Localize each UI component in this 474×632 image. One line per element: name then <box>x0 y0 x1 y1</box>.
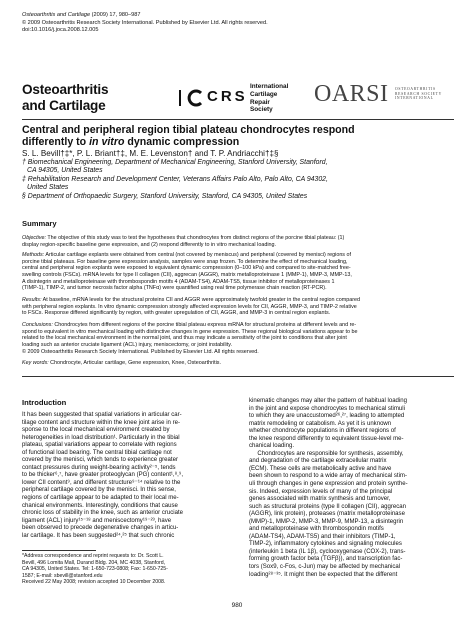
introduction-heading: Introduction <box>22 398 67 407</box>
abstract-keywords: Key words: Chondrocyte, Articular cartilage, Gene expression, Knee, Osteoarthritis. <box>22 360 221 366</box>
results-label: Results: <box>22 297 42 303</box>
icrs-society-name: International Cartilage Repair Society <box>250 83 289 114</box>
page-number: 980 <box>231 602 243 609</box>
affiliations <box>22 159 462 201</box>
masthead-rule <box>22 119 454 120</box>
affiliation-line: United States <box>27 184 69 192</box>
affiliation-line: † Biomechanical Engineering, Department of Mechanical Engineering, Stanford University, Stanford, <box>22 159 328 166</box>
footnote-rule <box>22 550 96 551</box>
journal-name-line1: Osteoarthritis <box>22 82 109 97</box>
journal-name-line2: and Cartilage <box>22 98 106 113</box>
citation-journal: Osteoarthritis and Cartilage <box>22 12 91 18</box>
author-list: S. L. Bevill†‡*, P. L. Briant†‡, M. E. Levenston† and T. P. Andriacchi†‡§ <box>22 149 279 158</box>
keywords-label: Key words: <box>22 360 49 366</box>
running-header <box>22 12 141 19</box>
icrs-c-icon <box>186 89 204 107</box>
abstract-conclusions: Conclusions: Chondrocytes from different regions of the porcine tibial plateau express mRNA for structural proteins at different levels and re- spond to equivalent in vitro mechanical loading with distinctive changes in gene expression. These regional biological variations appear to be related to the local mechanical environment in the normal joint, and thus may indicate a sensitivity of the joint to conditions that alter joint loading such as anterior cruciate ligament (ACL) injury, meniscectomy, or joint instability. © 2009 Osteoarthritis Research Society International. Published by Elsevier Ltd. All rights reserved. <box>22 322 358 355</box>
abstract-results: Results: At baseline, mRNA levels for the structural proteins CII and AGGR were approximately twofold greater in the central region compared with peripheral region explants. In vitro dynamic compression strongly affected expression levels for CII, AGGR, MMP-3, and TIMP-2 relative to FSCs. Response differed significantly by region, with greater upregulation of CII, AGGR, and MMP-3 in central region explants. <box>22 297 360 317</box>
affiliation-line: ‡ Rehabilitation Research and Development Center, Veterans Affairs Palo Alto, Palo Alto, CA 94302, <box>22 175 328 183</box>
summary-rule <box>22 376 454 377</box>
citation-volume: (2009) 17, 980–987 <box>91 12 141 18</box>
copyright-line: © 2009 Osteoarthritis Research Society International. Published by Elsevier Ltd. All rights reserved. <box>22 19 268 26</box>
affiliation-line: CA 94305, United States <box>27 167 103 175</box>
methods-label: Methods: <box>22 252 45 258</box>
icrs-mark: CRS <box>207 88 248 105</box>
intro-right-column: kinematic changes may alter the pattern of habitual loading in the joint and expose chondrocytes to mechanical stimuli to which they are unaccustomed²⁶,²⁷, leading to attempted matrix remodeling or catabolism. As yet it is unknown whether chondrocyte populations in different regions of the knee respond differently to equivalent tissue-level me- chanical loading. Chondrocytes are responsible for synthesis, assembly, and degradation of the cartilage extracellular matrix (ECM). These cells are metabolically active and have been shown to respond to a wide array of mechanical stim- uli through changes in gene expression and protein synthe- sis. Indeed, expression levels of many of the principal genes associated with matrix synthesis and turnover, such as structural proteins (type II collagen (CII), aggrecan (AGGR), link protein), proteases (matrix metalloproteinase (MMP)-1, MMP-2, MMP-3, MMP-9, MMP-13, a disintegrin and metalloproteinase with thrombospondin motifs (ADAM-TS4), ADAM-TS5) and their inhibitors (TIMP-1, TIMP-2), inflammatory cytokines and signaling molecules (interleukin 1 beta (IL 1β), cyclooxygenase (COX-2), trans- forming growth factor beta (TGFβ)), and transcription fac- tors (Sox9, c-Fos, c-Jun) may be affected by mechanical loading²⁸⁻³⁵. It might then be expected that the different <box>249 398 408 578</box>
oarsi-logo-mark: OARSI <box>314 81 389 107</box>
summary-heading: Summary <box>22 219 57 228</box>
journal-logo-text <box>22 82 108 114</box>
abstract-methods: Methods: Articular cartilage explants were obtained from central (not covered by meniscus) and peripheral (covered by menisci) regions of porcine tibial plateaus. For baseline gene expression analysis, samples were snap frozen. To determine the effect of mechanical loading, central and peripheral region explants were exposed to equivalent dynamic compression (0–100 kPa) and compared to site-matched free- swelling controls (FSCs). mRNA levels for type II collagen (CII), aggrecan (AGGR), matrix metalloproteinase 1 (MMP-1), MMP-3, MMP-13, A disintegrin and metalloproteinase with thrombospondin motifs 4 (ADAM-TS4), ADAM-TS5, tissue inhibitor of metalloproteinases 1 (TIMP-1), TIMP-2, and tumor necrosis factor alpha (TNFα) were quantified using real time polymerase chain reaction (RT-PCR). <box>22 252 352 292</box>
intro-left-column: It has been suggested that spatial variations in articular car- tilage content and structure within the knee joint arise in re- sponse to the local mechanical environment created by heterogeneities in load distribution¹. Particularly in the tibial plateau, spatial variations appear to correlate with regions of functional load bearing. The central tibial cartilage not covered by the menisci, which tends to experience greater contact pressures during weight-bearing activity²⁻⁵, tends to be thicker⁶,⁷, have greater proteoglycan (PG) content¹,⁸,⁹, lower CII content⁹, and different structure⁹⁻¹⁴ relative to the peripheral cartilage covered by the menisci. In this sense, regions of cartilage appear to be adapted to their local me- chanical environments. Interestingly, conditions that cause chronic loss of stability in the knee, such as anterior cruciate ligament (ACL) injury¹⁵⁻¹⁸ and meniscectomy¹⁹⁻²³, have been observed to precede degenerative changes in articu- lar cartilage. It has been suggested²⁴,²⁵ that such chronic <box>22 412 184 539</box>
objective-label: Objective: <box>22 235 46 241</box>
abstract-objective: Objective: The objective of this study was to test the hypotheses that chondrocytes from distinct regions of the porcine tibial plateau: (1) display region-specific baseline gene expression, and (2) respond differently to in vitro mechanical loading. <box>22 235 345 248</box>
article-title: Central and peripheral region tibial plateau chondrocytes respond differently to in vitro dynamic compression <box>22 124 355 148</box>
correspondence-footnote: *Address correspondence and reprint requests to: Dr. Scott L. Bevill, 496 Lomita Mall, Durand Bldg. 204, MC 4038, Stanford, CA 94305, United States. Tel: 1-650-723-0808; Fax: 1-650-725- 1587; E-mail: sbevill@stanford.edu Received 22 May 2008; revision accepted 10 December 2008. <box>22 553 168 586</box>
icrs-bar-icon <box>179 90 181 106</box>
doi-line[interactable]: doi:10.1016/j.joca.2008.12.005 <box>22 27 99 33</box>
affiliation-line: § Department of Orthopaedic Surgery, Stanford University, Stanford, CA 94305, United States <box>22 192 308 200</box>
oarsi-logo-subtitle: OSTEOARTHRITIS RESEARCH SOCIETY INTERNATIONAL <box>395 87 442 101</box>
conclusions-label: Conclusions: <box>22 322 53 328</box>
